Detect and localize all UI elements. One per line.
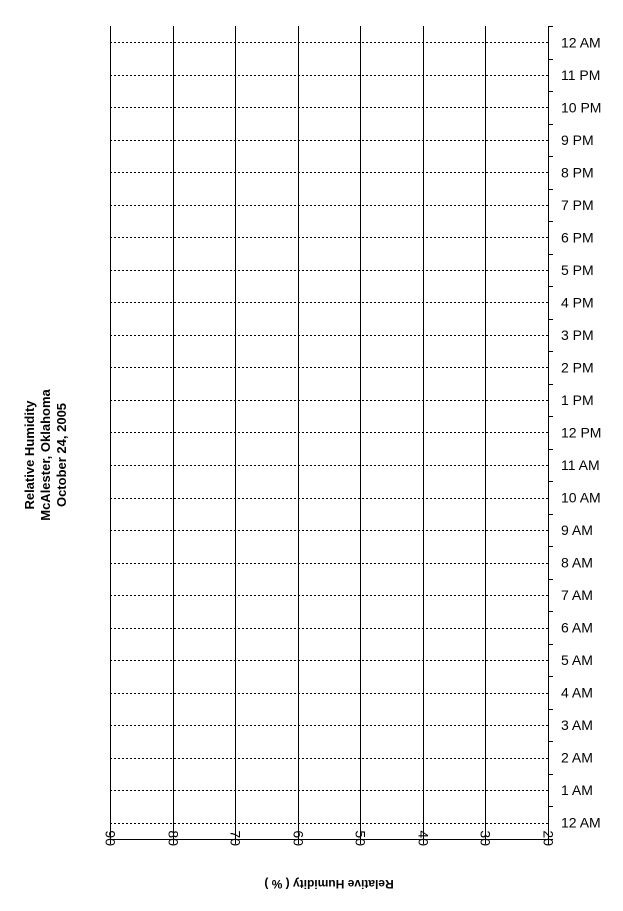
value-tick-label: 20 <box>540 830 557 846</box>
value-tick-label: 70 <box>227 830 244 846</box>
value-tick-label: 60 <box>290 830 307 846</box>
time-tick-label: 9 PM <box>561 131 594 148</box>
time-tick-label: 4 AM <box>561 684 593 701</box>
time-tick-label: 2 PM <box>561 359 594 376</box>
time-tick-label: 7 PM <box>561 196 594 213</box>
chart-title-line-3: October 24, 2005 <box>54 402 69 508</box>
time-tick-label: 12 AM <box>561 814 601 831</box>
time-tick-label: 4 PM <box>561 294 594 311</box>
time-tick-label: 1 AM <box>561 782 593 799</box>
time-tick-label: 8 PM <box>561 164 594 181</box>
time-tick-label: 12 AM <box>561 34 601 51</box>
time-tick-label: 10 AM <box>561 489 601 506</box>
value-tick-label: 50 <box>352 830 369 846</box>
value-tick-label: 90 <box>102 830 119 846</box>
time-tick-label: 8 AM <box>561 554 593 571</box>
chart-title-line-1: Relative Humidity <box>22 400 37 510</box>
time-tick-label: 3 AM <box>561 717 593 734</box>
time-tick-label: 6 PM <box>561 229 594 246</box>
time-tick-label: 3 PM <box>561 326 594 343</box>
value-tick-label: 80 <box>165 830 182 846</box>
value-tick-label: 40 <box>415 830 432 846</box>
chart-title-line-2: McAlester, Oklahoma <box>38 389 53 521</box>
value-axis-title: Relative Humidity ( % ) <box>264 877 394 891</box>
time-tick-label: 7 AM <box>561 587 593 604</box>
time-tick-label: 10 PM <box>561 99 602 116</box>
time-tick-label: 11 AM <box>561 457 600 474</box>
time-tick-label: 5 PM <box>561 261 594 278</box>
time-tick-label: 2 AM <box>561 749 593 766</box>
time-tick-label: 9 AM <box>561 522 593 539</box>
time-tick-label: 12 PM <box>561 424 602 441</box>
time-tick-label: 6 AM <box>561 619 593 636</box>
time-tick-label: 1 PM <box>561 391 594 408</box>
time-tick-label: 11 PM <box>561 66 601 83</box>
time-tick-label: 5 AM <box>561 652 593 669</box>
value-tick-label: 30 <box>477 830 494 846</box>
